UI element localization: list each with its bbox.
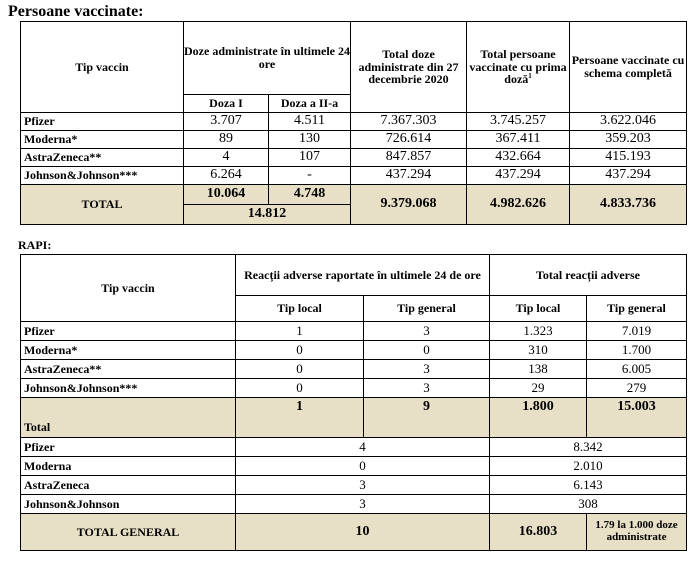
rapi-total-general-24h: 9 <box>364 398 490 438</box>
rapi-total-row <box>21 398 687 438</box>
rapi-header-general-24h: Tip general <box>364 296 490 322</box>
total-doze-value: 7.367.303 <box>351 113 467 131</box>
rapi-header-local-total: Tip local <box>490 296 587 322</box>
rapi-table <box>20 254 687 551</box>
rapi-header-local-24h: Tip local <box>236 296 364 322</box>
local-24h-value: 1 <box>236 322 364 341</box>
summary-row <box>21 438 687 457</box>
local-24h-value: 0 <box>236 360 364 379</box>
rapi-header-adverse-24h: Reacții adverse raportate în ultimele 24 de ore <box>236 255 490 296</box>
schema-completa-value: 3.622.046 <box>570 113 687 131</box>
doza-1-value: 6.264 <box>184 167 269 185</box>
header-prima-doza: Total persoane vaccinate cu prima doză$^1$ <box>467 22 570 113</box>
table-row <box>21 360 687 379</box>
doza-1-value: 4 <box>184 149 269 167</box>
vaccination-table <box>20 21 687 225</box>
table-row <box>21 167 687 185</box>
rapi-total-label: Total <box>21 398 236 438</box>
local-total-value: 138 <box>490 360 587 379</box>
rapi-total-local: 1.800 <box>490 398 587 438</box>
general-total-value: 7.019 <box>587 322 687 341</box>
total-doza-2: 4.748 <box>269 185 351 205</box>
vaccine-name: AstraZeneca** <box>21 149 184 167</box>
summary-24h-value: 3 <box>236 495 490 514</box>
summary-row <box>21 476 687 495</box>
general-24h-value: 3 <box>364 379 490 398</box>
doza-1-value: 3.707 <box>184 113 269 131</box>
total-general-value: 16.803 <box>490 514 587 551</box>
vaccine-name: AstraZeneca** <box>21 360 236 379</box>
table-row <box>21 113 687 131</box>
total-general-row <box>21 514 687 551</box>
total-general-label: TOTAL GENERAL <box>21 514 236 551</box>
vaccine-name: Johnson&Johnson*** <box>21 167 184 185</box>
summary-total-value: 2.010 <box>490 457 687 476</box>
total-prima-doza: 4.982.626 <box>467 185 570 225</box>
rapi-total-local-24h: 1 <box>236 398 364 438</box>
summary-total-value: 308 <box>490 495 687 514</box>
local-24h-value: 0 <box>236 379 364 398</box>
doza-2-value: 107 <box>269 149 351 167</box>
total-doze-value: 847.857 <box>351 149 467 167</box>
doza-2-value: 4.511 <box>269 113 351 131</box>
local-total-value: 29 <box>490 379 587 398</box>
general-total-value: 1.700 <box>587 341 687 360</box>
vaccine-name: Moderna* <box>21 341 236 360</box>
prima-doza-value: 437.294 <box>467 167 570 185</box>
general-total-value: 6.005 <box>587 360 687 379</box>
vaccine-name: Johnson&Johnson*** <box>21 379 236 398</box>
header-doze-24h: Doze administrate în ultimele 24 ore <box>184 22 351 95</box>
summary-total-value: 6.143 <box>490 476 687 495</box>
vaccine-name: Pfizer <box>21 113 184 131</box>
summary-24h-value: 0 <box>236 457 490 476</box>
schema-completa-value: 437.294 <box>570 167 687 185</box>
prima-doza-value: 367.411 <box>467 131 570 149</box>
local-total-value: 1.323 <box>490 322 587 341</box>
vaccine-name: AstraZeneca <box>21 476 236 495</box>
summary-total-value: 8.342 <box>490 438 687 457</box>
prima-doza-value: 3.745.257 <box>467 113 570 131</box>
general-total-value: 279 <box>587 379 687 398</box>
total-general-24h: 10 <box>236 514 490 551</box>
total-doze-sum: 9.379.068 <box>351 185 467 225</box>
vaccine-name: Pfizer <box>21 322 236 341</box>
table-row <box>21 149 687 167</box>
total-doza-1: 10.064 <box>184 185 269 205</box>
local-24h-value: 0 <box>236 341 364 360</box>
prima-doza-value: 432.664 <box>467 149 570 167</box>
local-total-value: 310 <box>490 341 587 360</box>
total-row <box>21 185 687 205</box>
table-row <box>21 379 687 398</box>
total-24h-sum: 14.812 <box>184 205 351 225</box>
vaccine-name: Johnson&Johnson <box>21 495 236 514</box>
header-tip-vaccin: Tip vaccin <box>21 22 184 113</box>
vaccine-name: Pfizer <box>21 438 236 457</box>
rapi-total-general: 15.003 <box>587 398 687 438</box>
rapi-header-total-adverse: Total reacții adverse <box>490 255 687 296</box>
total-doze-value: 726.614 <box>351 131 467 149</box>
doza-1-value: 89 <box>184 131 269 149</box>
total-doze-value: 437.294 <box>351 167 467 185</box>
header-total-doze: Total doze administrate din 27 decembrie 2020 <box>351 22 467 113</box>
summary-row <box>21 457 687 476</box>
rapi-title: RAPI: <box>18 238 52 252</box>
summary-24h-value: 4 <box>236 438 490 457</box>
doza-2-value: - <box>269 167 351 185</box>
summary-row <box>21 495 687 514</box>
summary-24h-value: 3 <box>236 476 490 495</box>
vaccine-name: Moderna <box>21 457 236 476</box>
page-title: Persoane vaccinate: <box>8 3 144 20</box>
footnote-marker: 1 <box>528 72 532 81</box>
header-doza-1: Doza I <box>184 95 269 113</box>
total-schema-completa: 4.833.736 <box>570 185 687 225</box>
table-row <box>21 341 687 360</box>
general-24h-value: 3 <box>364 360 490 379</box>
general-24h-value: 3 <box>364 322 490 341</box>
schema-completa-value: 359.203 <box>570 131 687 149</box>
total-label: TOTAL <box>21 185 184 225</box>
header-doza-2: Doza a II-a <box>269 95 351 113</box>
total-general-rate: 1.79 la 1.000 doze administrate <box>587 514 687 551</box>
rapi-header-general-total: Tip general <box>587 296 687 322</box>
general-24h-value: 0 <box>364 341 490 360</box>
header-schema-completa: Persoane vaccinate cu schema completă <box>570 22 687 113</box>
table-row <box>21 322 687 341</box>
rapi-header-tip-vaccin: Tip vaccin <box>21 255 236 322</box>
table-row <box>21 131 687 149</box>
vaccine-name: Moderna* <box>21 131 184 149</box>
doza-2-value: 130 <box>269 131 351 149</box>
schema-completa-value: 415.193 <box>570 149 687 167</box>
